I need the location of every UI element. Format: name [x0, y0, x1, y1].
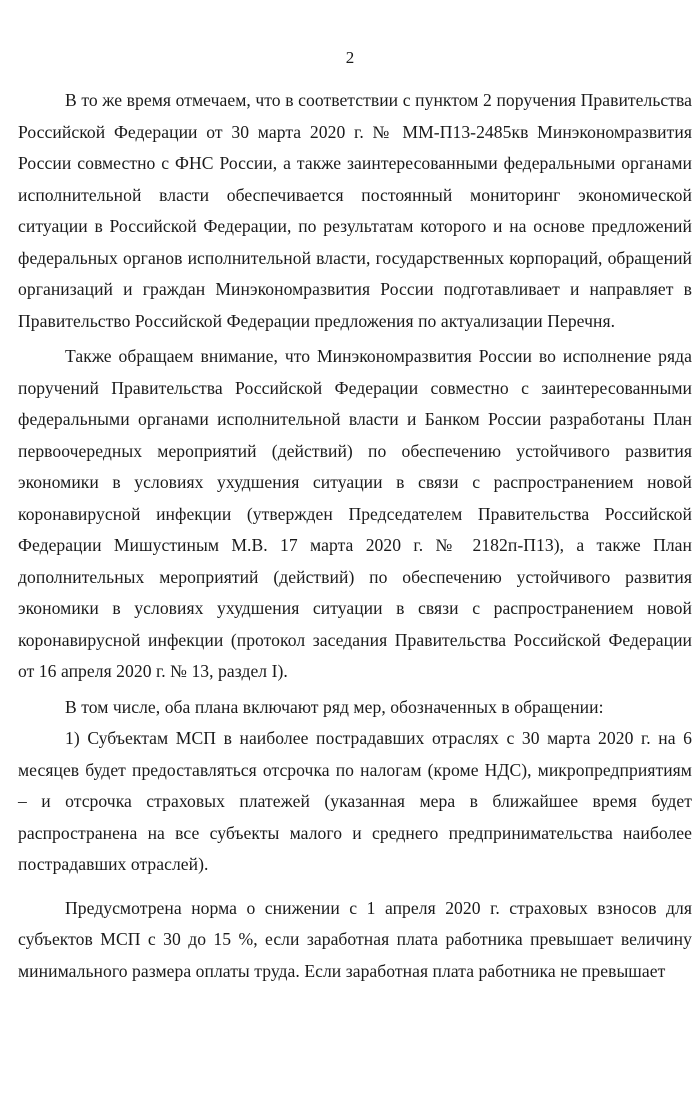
paragraph-insurance-contributions: Предусмотрена норма о снижении с 1 апреля 2020 г. страховых взносов для субъектов МСП с 30 до 15 %, если заработная плата работника превышает величину минимального размера оплаты труда. Если заработная плата работника не превышает — [18, 897, 692, 981]
document-body — [18, 85, 692, 987]
paragraph-plans: Также обращаем внимание, что Минэкономразвития России во исполнение ряда поручений Правительства Российской Федерации совместно с заинтересованными федеральными органами исполнительной власти и Банком России разработаны План первоочередных мероприятий (действий) по обеспечению устойчивого развития экономики в условиях ухудшения ситуации в связи с распространением новой коронавирусной инфекции (утвержден Председателем Правительства Российской Федерации Мишустиным М.В. 17 марта 2020 г. № 2182п-П13), а также План дополнительных мероприятий (действий) по обеспечению устойчивого развития экономики в условиях ухудшения ситуации в связи с распространением новой коронавирусной инфекции (протокол заседания Правительства Российской Федерации от 16 апреля 2020 г. № 13, раздел I). — [18, 346, 692, 681]
paragraph-monitoring: В то же время отмечаем, что в соответствии с пунктом 2 поручения Правительства Российской Федерации от 30 марта 2020 г. № ММ-П13-2485кв Минэкономразвития России совместно с ФНС России, а также заинтересованными федеральными органами исполнительной власти обеспечивается постоянный мониторинг экономической ситуации в Российской Федерации, по результатам которого и на основе предложений федеральных органов исполнительной власти, государственных корпораций, обращений организаций и граждан Минэкономразвития России подготавливает и направляет в Правительство Российской Федерации предложения по актуализации Перечня. — [18, 90, 692, 331]
paragraph-measures-intro: В том числе, оба плана включают ряд мер, обозначенных в обращении: — [65, 696, 604, 717]
page-number: 2 — [345, 48, 355, 67]
measure-1-text: Субъектам МСП в наиболее пострадавших отраслях с 30 марта 2020 г. на 6 месяцев будет предоставляться отсрочка по налогам (кроме НДС), микропредприятиям – и отсрочка страховых платежей (указанная мера в ближайшее время будет распространена на все субъекты малого и среднего предпринимательства наиболее пострадавших отраслей). — [18, 728, 692, 874]
paragraph-measure-1 — [18, 723, 692, 881]
measure-1-number: 1) — [65, 728, 80, 748]
